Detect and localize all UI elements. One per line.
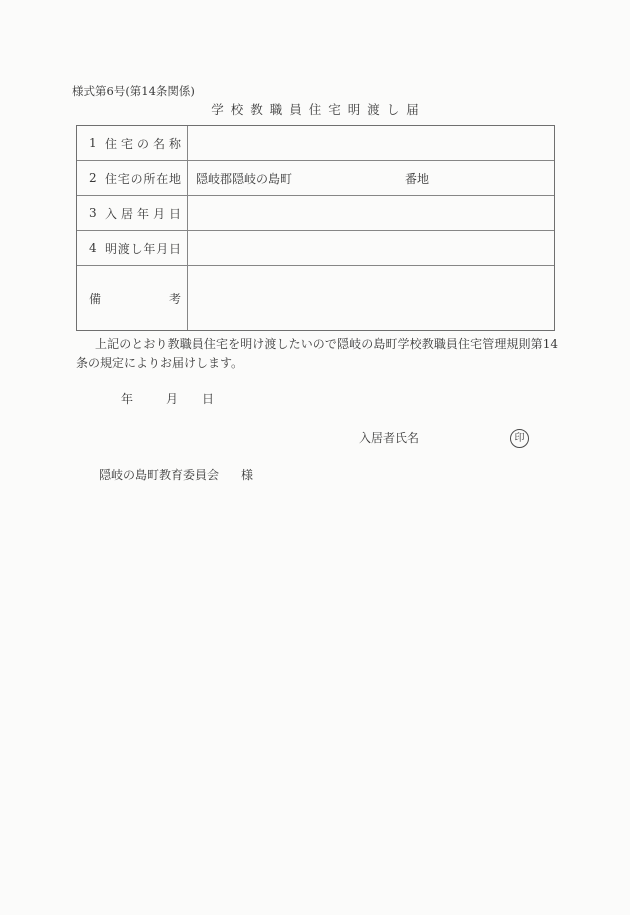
recipient-name: 隠岐の島町教育委員会 [99, 468, 220, 482]
housing-name-value-cell [188, 126, 554, 160]
year-label: 年 [121, 392, 134, 406]
lot-number-label: 番地 [405, 171, 430, 186]
housing-location-prefill: 隠岐郡隠岐の島町 [196, 171, 293, 186]
table-row-remarks [77, 266, 554, 330]
form-number-label: 様式第6号(第14条関係) [72, 84, 195, 98]
table-row-movein-date [77, 196, 554, 231]
resident-name-label: 入居者氏名 [359, 431, 420, 445]
recipient-line [99, 468, 253, 483]
month-label: 月 [166, 392, 179, 406]
row-label: 明 渡 し 年 月 日 [105, 241, 181, 256]
row-label-cell [77, 231, 188, 265]
honorific-label: 様 [241, 468, 254, 482]
row-label-cell [77, 196, 188, 230]
table-row-housing-name [77, 126, 554, 161]
movein-date-value-cell [188, 196, 554, 230]
row-label: 入 居 年 月 日 [105, 206, 181, 221]
housing-location-value-cell [188, 161, 554, 195]
row-number: 4 [89, 241, 97, 255]
row-number: 2 [89, 171, 97, 185]
vacate-date-value-cell [188, 231, 554, 265]
row-label: 住 宅 の 名 称 [105, 136, 181, 151]
date-line [121, 392, 214, 407]
document-title: 学校教職員住宅明渡し届 [211, 102, 426, 117]
seal-icon: 印 [510, 429, 529, 448]
table-row-housing-location [77, 161, 554, 196]
row-label: 住 宅 の 所 在 地 [105, 171, 181, 186]
row-number: 1 [89, 136, 97, 150]
remarks-value-cell [188, 266, 554, 330]
form-table [76, 125, 555, 331]
row-label-cell [77, 126, 188, 160]
row-number: 3 [89, 206, 97, 220]
remarks-label: 備 考 [89, 291, 181, 306]
day-label: 日 [202, 392, 215, 406]
statement-paragraph: 上記のとおり教職員住宅を明け渡したいので隠岐の島町学校教職員住宅管理規則第14条の規定によりお届けします。 [76, 337, 558, 370]
row-label-cell [77, 161, 188, 195]
table-row-vacate-date [77, 231, 554, 266]
row-label-cell [77, 266, 188, 330]
